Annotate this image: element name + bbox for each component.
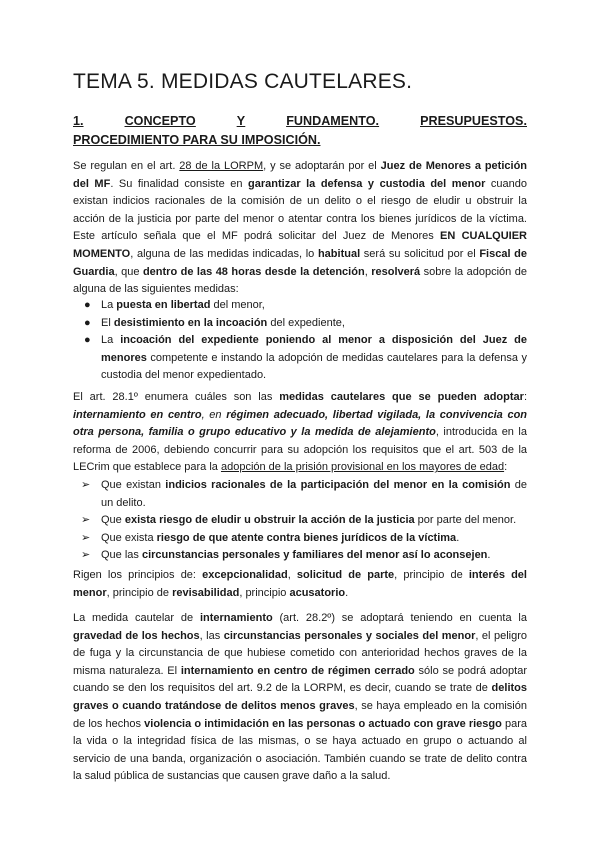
section-heading: [73, 112, 527, 150]
arrow-bullet-icon: ➢: [81, 479, 91, 491]
lorpm-link[interactable]: 28 de la LORPM: [179, 160, 264, 172]
heading-word: PRESUPUESTOS.: [420, 114, 527, 128]
paragraph-principles: Rigen los principios de: excepcionalidad, solicitud de parte, principio de interés del menor, principio de revisabilidad, principio acusatorio.: [73, 569, 527, 599]
list-item: ● El desistimiento en la incoación del expediente,: [73, 315, 527, 333]
requirements-list: [73, 477, 527, 565]
list-item: ➢ Que existan indicios racionales de la participación del menor en la comisión de un delito.: [81, 479, 528, 509]
heading-number: 1.: [73, 114, 84, 128]
heading-line-2: PROCEDIMIENTO PARA SU IMPOSICIÓN.: [73, 133, 321, 147]
bullet-icon: ●: [84, 316, 91, 329]
arrow-bullet-icon: ➢: [81, 531, 91, 544]
bullet-icon: ●: [84, 299, 91, 311]
heading-word: CONCEPTO: [124, 114, 196, 128]
list-item: ➢ Que exista riesgo de que atente contra bienes jurídicos de la víctima.: [73, 530, 527, 548]
heading-word: Y: [236, 114, 246, 128]
measures-list: [73, 297, 527, 385]
paragraph-measures: El art. 28.1º enumera cuáles son las medidas cautelares que se pueden adoptar: internamiento en centro, en régimen adecuado, libertad vigilada, la convivencia con otra persona, familia o grupo educativo y la medida de alejamiento, introducida en la reforma de 2006, debiendo concurrir para su adopción los requisitos que el art. 503 de la LECrim que establece para la adopción de la prisión provisional en los mayores de edad:: [73, 391, 528, 474]
arrow-bullet-icon: ➢: [81, 514, 91, 527]
list-item: ➢ Que exista riesgo de eludir u obstruir la acción de la justicia por parte del menor.: [73, 512, 527, 530]
paragraph-internment: La medida cautelar de internamiento (art. 28.2º) se adoptará teniendo en cuenta la gravedad de los hechos, las circunstancias personales y sociales del menor, el peligro de fuga y la circunstancia de que hubiese cometido con anterioridad hechos graves de la misma naturaleza. El internamiento en centro de régimen cerrado sólo se podrá adoptar cuando se den los requisitos del art. 9.2 de la LORPM, es decir, cuando se trate de delitos graves o cuando tratándose de delitos menos graves, se haya empleado en la comisión de los hechos violencia o intimidación en las personas o actuado con grave riesgo para la vida o la integridad física de las mismas, o se haya actuado en grupo o actuando al servicio de una banda, organización o asociación. También cuando se trate de delito contra la salud pública de sustancias que causen grave daño a la salud.: [73, 612, 528, 783]
bullet-icon: ●: [84, 334, 91, 347]
list-item: ● La puesta en libertad del menor,: [73, 297, 527, 315]
list-item: ➢ Que las circunstancias personales y familiares del menor así lo aconsejen.: [73, 547, 527, 565]
list-item: ● La incoación del expediente poniendo al menor a disposición del Juez de menores competente e instando la adopción de medidas cautelares para la defensa y custodia del menor expedientado.: [84, 334, 527, 382]
heading-word: FUNDAMENTO.: [286, 114, 380, 128]
page-title: TEMA 5. MEDIDAS CAUTELARES.: [73, 70, 413, 93]
paragraph-intro: Se regulan en el art. 28 de la LORPM, y se adoptarán por el Juez de Menores a petición del MF. Su finalidad consiste en garantizar la defensa y custodia del menor cuando existan indicios racionales de la comisión de un delito o el riesgo de eludir u obstruir la acción de la justicia por parte del menor o atentar contra los bienes jurídicos de la víctima. Este artículo señala que el MF podrá solicitar del Juez de Menores EN CUALQUIER MOMENTO, alguna de las medidas indicadas, lo habitual será su solicitud por el Fiscal de Guardia, que dentro de las 48 horas desde la detención, resolverá sobre la adopción de alguna de las siguientes medidas:: [73, 160, 528, 296]
arrow-bullet-icon: ➢: [81, 549, 91, 562]
